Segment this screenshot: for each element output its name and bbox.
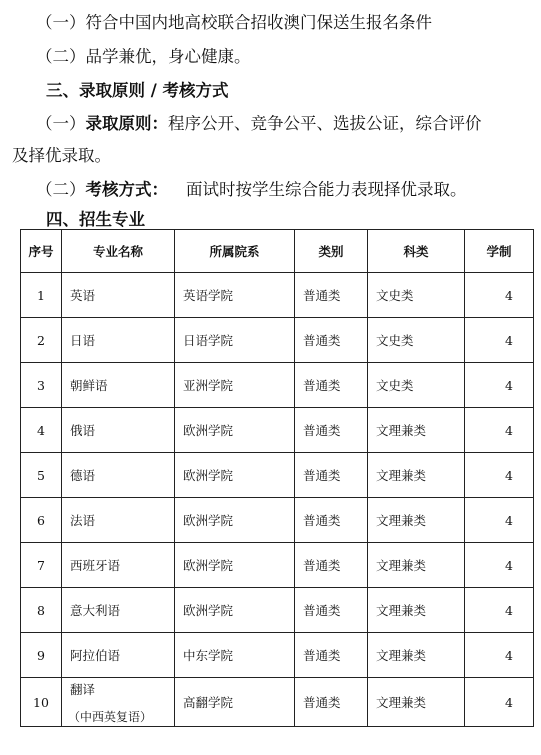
cell-years xyxy=(465,273,534,318)
cell-no xyxy=(21,588,62,633)
cell-years xyxy=(465,498,534,543)
cell-school xyxy=(175,408,295,453)
cell-category-text: 普通类 xyxy=(303,288,341,303)
header-years: 学制 xyxy=(465,230,534,273)
cell-school xyxy=(175,318,295,363)
cell-no xyxy=(21,498,62,543)
cell-school xyxy=(175,543,295,588)
cell-no-text: 9 xyxy=(37,647,45,663)
admission-principle-line xyxy=(36,110,482,134)
method-label: 考核方式： xyxy=(85,180,168,199)
cell-category-text: 普通类 xyxy=(303,558,341,573)
cell-major-text: 翻译 xyxy=(70,681,96,697)
cell-category xyxy=(295,318,368,363)
cell-category xyxy=(295,678,368,727)
principle-label: 录取原则： xyxy=(85,114,168,133)
cell-years-text: 4 xyxy=(505,512,513,528)
table-row xyxy=(21,363,534,408)
table-row xyxy=(21,318,534,363)
condition-2: （二）品学兼优，身心健康。 xyxy=(36,47,251,66)
cell-years-text: 4 xyxy=(505,422,513,438)
cell-years xyxy=(465,588,534,633)
cell-category xyxy=(295,408,368,453)
cell-school xyxy=(175,453,295,498)
cell-category-text: 普通类 xyxy=(303,378,341,393)
cell-category xyxy=(295,453,368,498)
cell-major-text: 西班牙语 xyxy=(70,558,121,573)
cell-years-text: 4 xyxy=(505,602,513,618)
cell-years xyxy=(465,318,534,363)
cell-field-text: 文理兼类 xyxy=(376,423,427,438)
cell-school xyxy=(175,588,295,633)
cell-major-text: 英语 xyxy=(70,288,96,303)
cell-no-text: 1 xyxy=(37,287,45,303)
cell-no xyxy=(21,273,62,318)
assessment-method-line xyxy=(36,176,467,200)
cell-no-text: 4 xyxy=(37,422,45,438)
cell-no-text: 6 xyxy=(37,512,45,528)
method-text: 面试时按学生综合能力表现择优录取。 xyxy=(186,180,467,199)
cell-major xyxy=(62,273,175,318)
cell-school xyxy=(175,633,295,678)
cell-category xyxy=(295,498,368,543)
cell-school-text: 英语学院 xyxy=(183,288,234,303)
header-field: 科类 xyxy=(368,230,465,273)
cell-years xyxy=(465,678,534,727)
cell-major-text: 阿拉伯语 xyxy=(70,648,121,663)
cell-major xyxy=(62,543,175,588)
cell-category-text: 普通类 xyxy=(303,423,341,438)
cell-school-text: 欧洲学院 xyxy=(183,603,234,618)
cell-field-text: 文史类 xyxy=(376,378,414,393)
cell-no xyxy=(21,363,62,408)
cell-school-text: 日语学院 xyxy=(183,333,234,348)
cell-category-text: 普通类 xyxy=(303,648,341,663)
cell-years-text: 4 xyxy=(505,557,513,573)
cell-school-text: 欧洲学院 xyxy=(183,558,234,573)
majors-table xyxy=(20,229,534,727)
cell-category-text: 普通类 xyxy=(303,333,341,348)
cell-field xyxy=(368,633,465,678)
section-heading-majors: 四、招生专业 xyxy=(46,210,145,229)
table-row xyxy=(21,543,534,588)
cell-category xyxy=(295,273,368,318)
cell-field xyxy=(368,408,465,453)
cell-major xyxy=(62,318,175,363)
cell-major xyxy=(62,363,175,408)
cell-major-text: 日语 xyxy=(70,333,96,348)
condition-1: （一）符合中国内地高校联合招收澳门保送生报名条件 xyxy=(36,13,432,32)
table-row xyxy=(21,678,534,727)
cell-major-text: 德语 xyxy=(70,468,96,483)
cell-major-text: 意大利语 xyxy=(70,603,121,618)
cell-school-text: 欧洲学院 xyxy=(183,468,234,483)
cell-major xyxy=(62,678,175,727)
cell-years-text: 4 xyxy=(505,467,513,483)
cell-school xyxy=(175,678,295,727)
cell-field xyxy=(368,453,465,498)
cell-no xyxy=(21,633,62,678)
table-row xyxy=(21,633,534,678)
cell-major-text: 俄语 xyxy=(70,423,96,438)
cell-category xyxy=(295,588,368,633)
cell-no xyxy=(21,318,62,363)
table-row xyxy=(21,453,534,498)
cell-major-text: 朝鲜语 xyxy=(70,378,108,393)
cell-major-text: 法语 xyxy=(70,513,96,528)
cell-years xyxy=(465,633,534,678)
cell-years-text: 4 xyxy=(505,647,513,663)
cell-years-text: 4 xyxy=(505,287,513,303)
cell-category xyxy=(295,633,368,678)
cell-field-text: 文理兼类 xyxy=(376,558,427,573)
header-major: 专业名称 xyxy=(62,230,175,273)
header-school: 所属院系 xyxy=(175,230,295,273)
cell-years xyxy=(465,363,534,408)
cell-major xyxy=(62,498,175,543)
cell-school xyxy=(175,273,295,318)
cell-school-text: 欧洲学院 xyxy=(183,513,234,528)
cell-years-text: 4 xyxy=(505,694,513,710)
cell-no-text: 2 xyxy=(37,332,45,348)
cell-category-text: 普通类 xyxy=(303,695,341,710)
cell-years-text: 4 xyxy=(505,377,513,393)
principle-prefix: （一） xyxy=(36,114,86,133)
header-category: 类别 xyxy=(295,230,368,273)
cell-school-text: 亚洲学院 xyxy=(183,378,234,393)
cell-field xyxy=(368,588,465,633)
table-row xyxy=(21,408,534,453)
cell-school xyxy=(175,363,295,408)
cell-no xyxy=(21,453,62,498)
table-row xyxy=(21,273,534,318)
cell-field xyxy=(368,543,465,588)
cell-school xyxy=(175,498,295,543)
cell-field-text: 文史类 xyxy=(376,288,414,303)
cell-field-text: 文理兼类 xyxy=(376,603,427,618)
section-heading-admission: 三、录取原则 / 考核方式 xyxy=(46,81,229,100)
table-row xyxy=(21,498,534,543)
cell-category xyxy=(295,543,368,588)
cell-field-text: 文理兼类 xyxy=(376,648,427,663)
cell-field-text: 文理兼类 xyxy=(376,468,427,483)
cell-category xyxy=(295,363,368,408)
cell-no-text: 3 xyxy=(37,377,45,393)
cell-category-text: 普通类 xyxy=(303,468,341,483)
cell-no-text: 5 xyxy=(37,467,45,483)
cell-field-text: 文理兼类 xyxy=(376,513,427,528)
cell-field-text: 文理兼类 xyxy=(376,695,427,710)
cell-no xyxy=(21,408,62,453)
cell-school-text: 欧洲学院 xyxy=(183,423,234,438)
cell-no xyxy=(21,678,62,727)
cell-major xyxy=(62,588,175,633)
table-header-row xyxy=(21,230,534,273)
cell-major xyxy=(62,453,175,498)
cell-field xyxy=(368,363,465,408)
cell-no-text: 10 xyxy=(33,694,49,710)
principle-text: 程序公开、竞争公平、选拔公证，综合评价 xyxy=(168,114,482,133)
cell-field xyxy=(368,678,465,727)
major-note: （中西英复语） xyxy=(68,709,153,724)
header-no: 序号 xyxy=(21,230,62,273)
cell-category-text: 普通类 xyxy=(303,513,341,528)
cell-years xyxy=(465,543,534,588)
cell-school-text: 高翻学院 xyxy=(183,695,234,710)
cell-category-text: 普通类 xyxy=(303,603,341,618)
cell-field-text: 文史类 xyxy=(376,333,414,348)
cell-no xyxy=(21,543,62,588)
cell-field xyxy=(368,273,465,318)
cell-school-text: 中东学院 xyxy=(183,648,234,663)
cell-years xyxy=(465,453,534,498)
cell-field xyxy=(368,318,465,363)
cell-major xyxy=(62,408,175,453)
admission-principle-continued: 及择优录取。 xyxy=(12,146,111,165)
cell-no-text: 8 xyxy=(37,602,45,618)
cell-years xyxy=(465,408,534,453)
cell-years-text: 4 xyxy=(505,332,513,348)
cell-major xyxy=(62,633,175,678)
cell-field xyxy=(368,498,465,543)
method-prefix: （二） xyxy=(36,180,86,199)
cell-no-text: 7 xyxy=(37,557,45,573)
table-row xyxy=(21,588,534,633)
